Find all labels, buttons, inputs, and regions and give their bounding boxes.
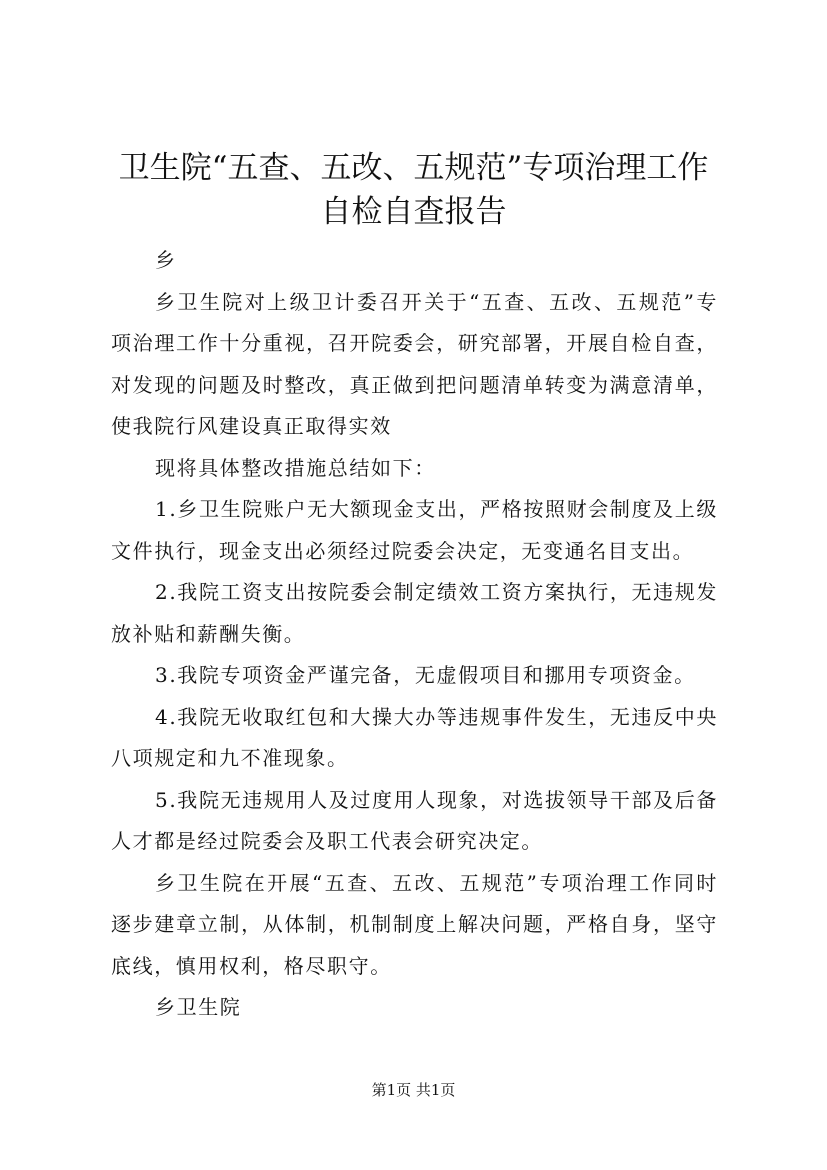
paragraph-salutation: 乡 bbox=[155, 248, 177, 272]
paragraph-signature: 乡卫生院 bbox=[155, 995, 242, 1019]
document-body bbox=[111, 240, 718, 1029]
paragraph-item-5: 5.我院无违规用人及过度用人现象，对选拔领导干部及后备人才都是经过院委会及职工代表会研究决定。 bbox=[111, 787, 718, 853]
paragraph-conclusion: 乡卫生院在开展“五查、五改、五规范”专项治理工作同时逐步建章立制，从体制，机制制度上解决问题，严格自身，坚守底线，慎用权利，格尽职守。 bbox=[111, 870, 718, 978]
document-title-line-1: 卫生院“五查、五改、五规范”专项治理工作 bbox=[118, 150, 709, 186]
paragraph-item-1: 1.乡卫生院账户无大额现金支出，严格按照财会制度及上级文件执行，现金支出必须经过院委会决定，无变通名目支出。 bbox=[111, 497, 718, 563]
paragraph-item-4: 4.我院无收取红包和大操大办等违规事件发生，无违反中央八项规定和九不准现象。 bbox=[111, 704, 718, 770]
document-title-line-2: 自检自查报告 bbox=[320, 194, 507, 230]
paragraph-intro: 乡卫生院对上级卫计委召开关于“五查、五改、五规范”专项治理工作十分重视，召开院委会，研究部署，开展自检自查，对发现的问题及时整改，真正做到把问题清单转变为满意清单，使我院行风建设真正取得实效 bbox=[111, 289, 718, 438]
paragraph-item-3: 3.我院专项资金严谨完备，无虚假项目和挪用专项资金。 bbox=[155, 663, 696, 687]
paragraph-item-2: 2.我院工资支出按院委会制定绩效工资方案执行，无违规发放补贴和薪酬失衡。 bbox=[111, 580, 718, 646]
paragraph-summary-lead: 现将具体整改措施总结如下： bbox=[155, 455, 436, 480]
page-number-footer: 第1页 共1页 bbox=[371, 1081, 456, 1099]
